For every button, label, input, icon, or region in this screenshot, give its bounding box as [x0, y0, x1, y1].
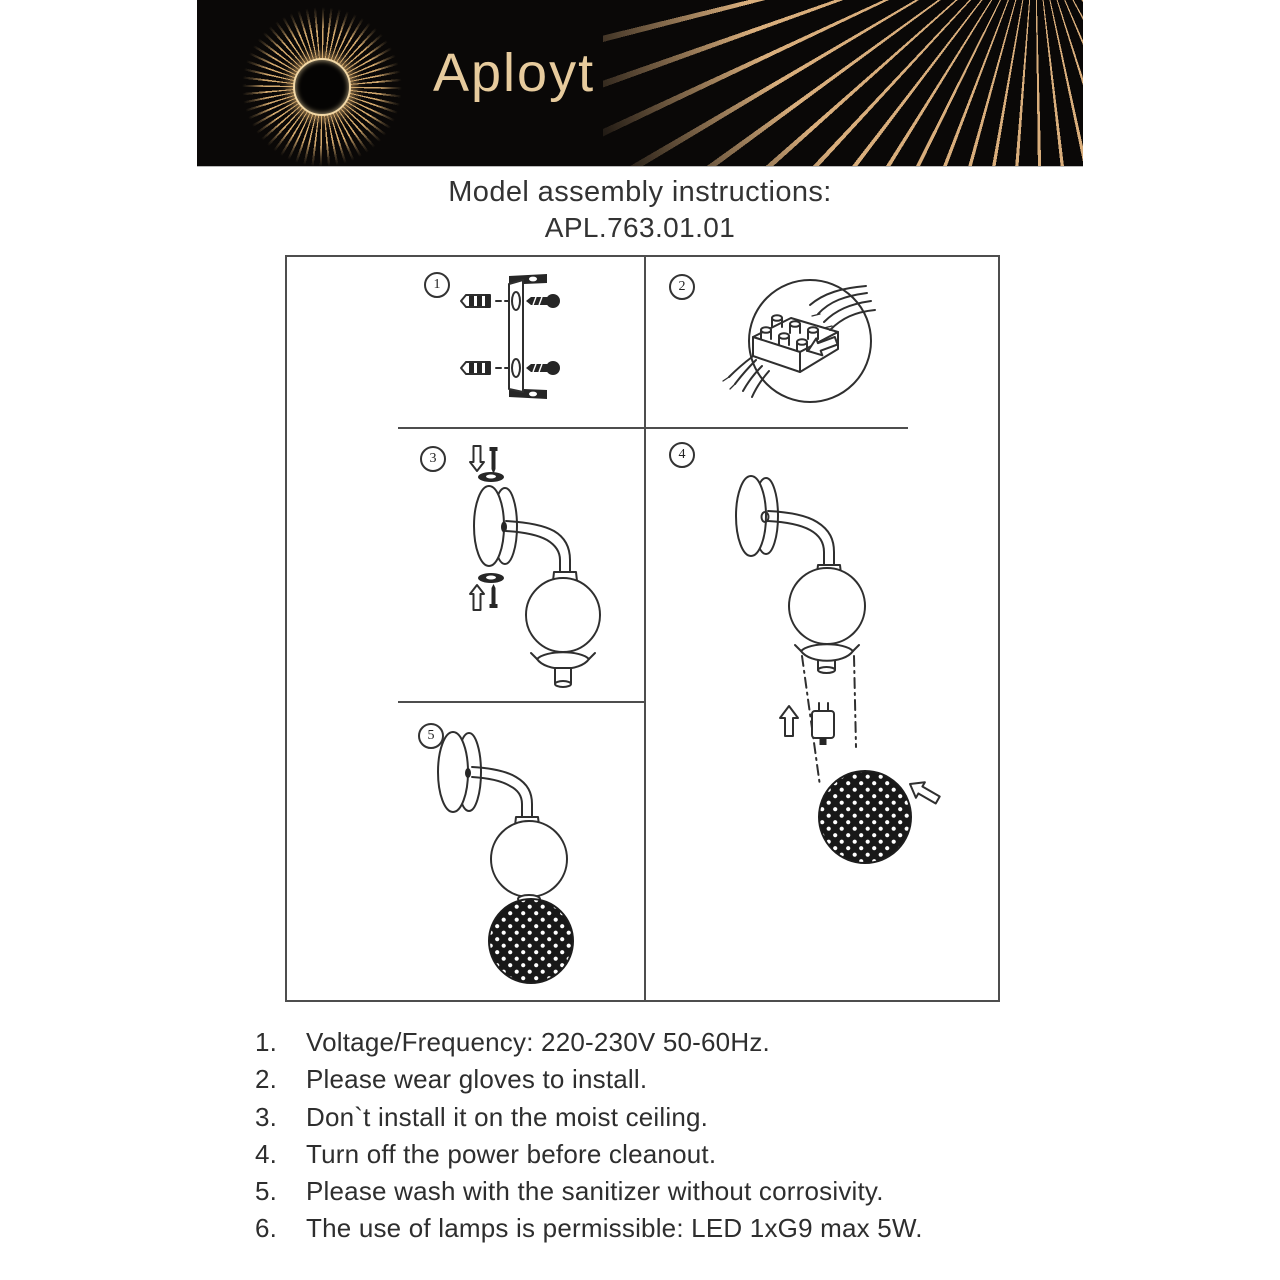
glass-sphere [789, 568, 865, 644]
outgoing-wires [723, 357, 769, 397]
brand-banner [197, 0, 1083, 167]
step-2-badge: 2 [669, 274, 695, 300]
item-number: 2. [255, 1064, 278, 1095]
step-3-figure [287, 429, 644, 700]
instructions-title: Model assembly instructions: [448, 176, 832, 208]
item-number: 6. [255, 1213, 278, 1244]
item-number: 3. [255, 1101, 278, 1132]
glass-sphere [526, 578, 600, 652]
mesh-shade-sphere [819, 771, 911, 863]
list-item [255, 1210, 1105, 1247]
list-item [255, 1136, 1105, 1173]
item-number: 5. [255, 1176, 278, 1207]
wall-plate [474, 486, 517, 566]
item-number: 4. [255, 1138, 278, 1169]
list-item [255, 1099, 1105, 1136]
item-text: Don`t install it on the moist ceiling. [306, 1101, 709, 1132]
wall-plate [438, 732, 481, 812]
glass-sphere [491, 821, 567, 897]
shade-cup-and-holder [795, 644, 859, 673]
item-text: The use of lamps is permissible: LED 1xG9 max 5W. [306, 1213, 923, 1244]
starburst-center-ring [293, 58, 351, 116]
wall-plate [736, 476, 778, 556]
list-item [255, 1061, 1105, 1098]
guide-line [854, 656, 856, 747]
brand-wordmark: Aployt [433, 43, 596, 103]
item-text: Turn off the power before cleanout. [306, 1138, 717, 1169]
insert-up-arrow-icon [780, 706, 798, 736]
step-4-badge: 4 [669, 442, 695, 468]
item-text: Voltage/Frequency: 220-230V 50-60Hz. [306, 1027, 770, 1057]
step-1-figure [287, 257, 644, 427]
bottom-screw-and-washer [470, 573, 504, 610]
top-screw-and-washer [470, 446, 504, 482]
shade-cup-and-stem [531, 652, 595, 687]
step-4-figure [646, 429, 998, 1000]
aployt-starburst-logo-icon [237, 2, 407, 167]
incoming-wires [810, 286, 875, 330]
item-text: Please wear gloves to install. [306, 1064, 648, 1095]
step-2-figure [646, 257, 998, 427]
banner-corner-rays-decoration [603, 0, 1083, 166]
wall-bracket [509, 274, 547, 399]
step-5-badge: 5 [418, 723, 444, 749]
instruction-list [255, 1024, 1105, 1248]
list-item [255, 1024, 1105, 1061]
step-5-figure [287, 703, 644, 1000]
wall-plug-anchor [461, 294, 508, 375]
attach-shade-arrow-icon [906, 776, 943, 808]
list-item [255, 1173, 1105, 1210]
item-number: 1. [255, 1027, 278, 1057]
step-1-badge: 1 [424, 272, 450, 298]
g9-bulb [812, 703, 834, 745]
step-3-badge: 3 [420, 446, 446, 472]
item-text: Please wash with the sanitizer without corrosivity. [306, 1176, 884, 1207]
mounting-screw [526, 294, 560, 375]
assembly-diagram [285, 255, 1000, 1002]
mesh-shade-sphere [489, 899, 573, 983]
model-code: APL.763.01.01 [544, 212, 736, 243]
